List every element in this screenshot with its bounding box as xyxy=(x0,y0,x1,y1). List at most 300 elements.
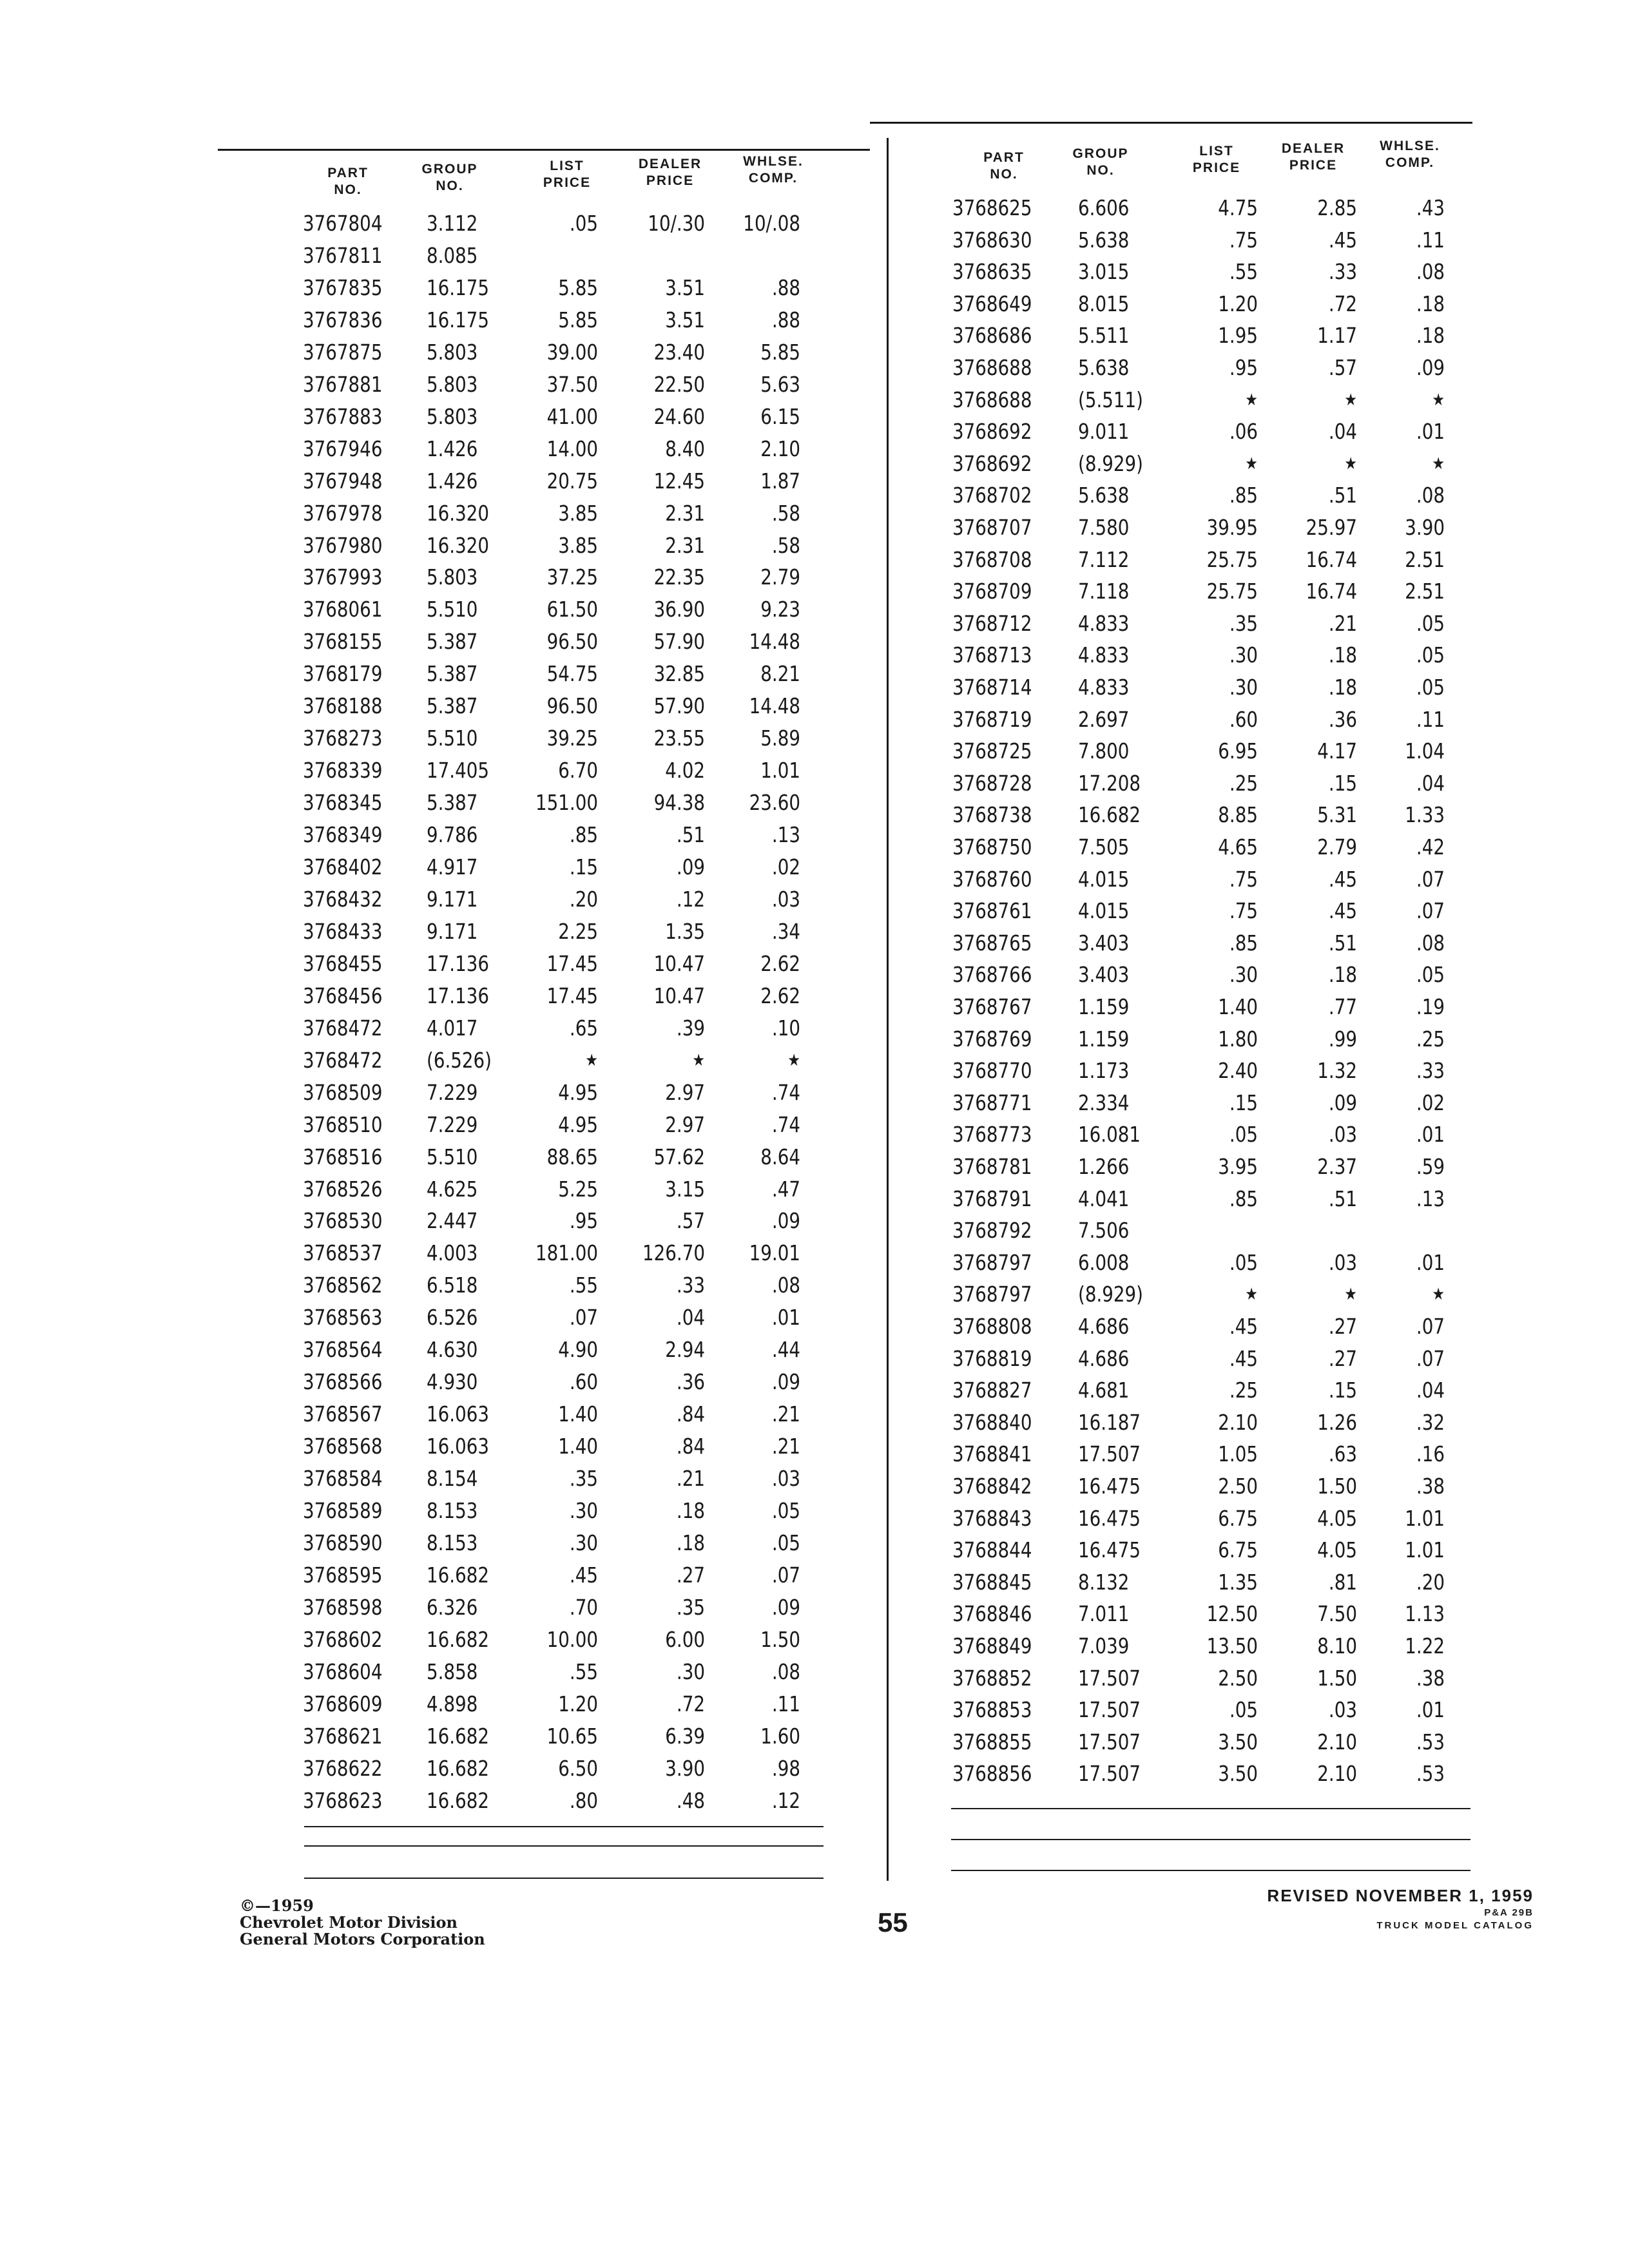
cell-group-no: 3.112 xyxy=(427,211,478,236)
table-row xyxy=(303,787,800,819)
cell-list-price: 54.75 xyxy=(546,661,598,687)
cell-whlse-comp: 1.87 xyxy=(760,468,800,494)
table-row xyxy=(303,1463,800,1495)
cell-list-price: 6.75 xyxy=(1218,1505,1258,1531)
footer-division: Chevrolet Motor Division xyxy=(240,1913,458,1932)
cell-whlse-comp: .09 xyxy=(771,1369,800,1395)
cell-part-no: 3767946 xyxy=(303,436,383,461)
cell-list-price: .45 xyxy=(1229,1314,1258,1339)
cell-list-price: 151.00 xyxy=(535,790,598,816)
cell-dealer-price: .18 xyxy=(1328,962,1357,988)
cell-dealer-price: 16.74 xyxy=(1306,546,1357,572)
table-row xyxy=(303,207,800,240)
table-row xyxy=(952,639,1445,671)
cell-dealer-price: 57.62 xyxy=(653,1144,705,1169)
cell-whlse-comp: .11 xyxy=(771,1691,800,1716)
footer-corporation: General Motors Corporation xyxy=(240,1930,485,1948)
cell-part-no: 3767835 xyxy=(303,274,383,300)
cell-whlse-comp: .38 xyxy=(1416,1474,1445,1499)
cell-group-no: 16.475 xyxy=(1078,1537,1141,1563)
cell-part-no: 3768725 xyxy=(952,738,1032,764)
cell-part-no: 3768562 xyxy=(303,1273,383,1298)
cell-group-no: 2.334 xyxy=(1078,1090,1130,1115)
cell-dealer-price: 3.15 xyxy=(665,1176,705,1202)
table-row xyxy=(952,384,1445,416)
cell-list-price: 6.70 xyxy=(558,758,598,783)
cell-dealer-price: .18 xyxy=(1328,642,1357,668)
table-row xyxy=(303,336,800,369)
cell-whlse-comp: .18 xyxy=(1416,323,1445,349)
cell-part-no: 3768797 xyxy=(952,1282,1032,1307)
cell-group-no: 5.803 xyxy=(427,339,478,365)
cell-list-price: 10.65 xyxy=(546,1723,598,1749)
cell-part-no: 3768621 xyxy=(303,1723,383,1749)
cell-whlse-comp: 1.60 xyxy=(760,1723,800,1749)
cell-list-price: .85 xyxy=(1229,1186,1258,1211)
cell-group-no: 16.320 xyxy=(427,532,489,558)
cell-part-no: 3768432 xyxy=(303,886,383,912)
cell-part-no: 3768688 xyxy=(952,387,1032,412)
cell-dealer-price: .51 xyxy=(676,822,705,848)
cell-whlse-comp: 1.50 xyxy=(760,1626,800,1652)
cell-group-no: 7.011 xyxy=(1078,1601,1130,1627)
table-row xyxy=(952,1311,1445,1343)
cell-list-price: 96.50 xyxy=(546,693,598,719)
cell-part-no: 3768750 xyxy=(952,834,1032,860)
cell-whlse-comp: .58 xyxy=(771,500,800,526)
cell-dealer-price: 3.51 xyxy=(665,307,705,332)
cell-list-price: 3.95 xyxy=(1218,1154,1258,1179)
cell-part-no: 3768765 xyxy=(952,930,1032,956)
cell-dealer-price: .15 xyxy=(1328,1378,1357,1403)
table-row xyxy=(952,448,1445,480)
cell-group-no: 8.085 xyxy=(427,242,478,268)
table-row xyxy=(303,1495,800,1527)
cell-group-no: 6.518 xyxy=(427,1273,478,1298)
cell-whlse-comp: .38 xyxy=(1416,1665,1445,1691)
cell-whlse-comp: .21 xyxy=(771,1434,800,1459)
table-row xyxy=(303,722,800,754)
cell-dealer-price: .27 xyxy=(676,1562,705,1588)
cell-list-price: 3.85 xyxy=(558,532,598,558)
cell-dealer-price: 4.17 xyxy=(1317,738,1357,764)
cell-group-no: 6.008 xyxy=(1078,1249,1130,1275)
cell-dealer-price: .09 xyxy=(1328,1090,1357,1115)
cell-part-no: 3768841 xyxy=(952,1441,1032,1467)
cell-dealer-price: 22.35 xyxy=(653,564,705,590)
cell-list-price: .20 xyxy=(569,886,598,912)
footer-revision xyxy=(1267,1885,1534,1932)
cell-group-no: 5.511 xyxy=(1078,323,1130,349)
cell-part-no: 3768692 xyxy=(952,450,1032,476)
cell-list-price: 17.45 xyxy=(546,950,598,976)
cell-dealer-price: ★ xyxy=(692,1050,705,1070)
table-row xyxy=(952,704,1445,736)
cell-whlse-comp: .05 xyxy=(1416,642,1445,668)
cell-whlse-comp: .08 xyxy=(1416,930,1445,956)
cell-whlse-comp: .09 xyxy=(771,1208,800,1234)
table-row xyxy=(952,1694,1445,1726)
table-row xyxy=(303,1077,800,1109)
cell-list-price: .75 xyxy=(1229,227,1258,253)
cell-group-no: 4.917 xyxy=(427,854,478,879)
cell-whlse-comp: .21 xyxy=(771,1401,800,1427)
cell-group-no: 1.159 xyxy=(1078,994,1130,1019)
cell-list-price: 3.50 xyxy=(1218,1729,1258,1754)
cell-whlse-comp: 8.21 xyxy=(760,661,800,687)
cell-part-no: 3768767 xyxy=(952,994,1032,1019)
cell-part-no: 3768855 xyxy=(952,1729,1032,1754)
cell-dealer-price: .48 xyxy=(676,1787,705,1813)
cell-dealer-price: 32.85 xyxy=(653,661,705,687)
cell-group-no: 5.510 xyxy=(427,726,478,751)
cell-group-no: 4.833 xyxy=(1078,610,1130,636)
bottom-rule-right-1 xyxy=(951,1808,1470,1809)
table-row xyxy=(952,1278,1445,1311)
cell-whlse-comp: 6.15 xyxy=(760,403,800,429)
cell-list-price: 5.85 xyxy=(558,307,598,332)
table-row xyxy=(303,1366,800,1398)
table-row xyxy=(303,1720,800,1753)
cell-dealer-price: 5.31 xyxy=(1317,802,1357,828)
cell-whlse-comp: .53 xyxy=(1416,1729,1445,1754)
cell-part-no: 3768456 xyxy=(303,983,383,1008)
cell-whlse-comp: 2.62 xyxy=(760,983,800,1008)
cell-part-no: 3767993 xyxy=(303,564,383,590)
cell-group-no: 1.426 xyxy=(427,436,478,461)
cell-whlse-comp: .98 xyxy=(771,1755,800,1781)
table-row xyxy=(952,1726,1445,1758)
cell-part-no: 3768568 xyxy=(303,1434,383,1459)
cell-dealer-price: 4.02 xyxy=(665,758,705,783)
cell-part-no: 3768590 xyxy=(303,1530,383,1555)
cell-dealer-price: 1.35 xyxy=(665,918,705,944)
header-group-no-right: GROUP NO. xyxy=(1072,146,1129,178)
cell-whlse-comp: 1.33 xyxy=(1405,802,1445,828)
cell-list-price: 2.10 xyxy=(1218,1409,1258,1435)
header-part-no: PART NO. xyxy=(327,166,369,197)
cell-dealer-price: 2.79 xyxy=(1317,834,1357,860)
cell-list-price: .80 xyxy=(569,1787,598,1813)
bottom-rule-left-1 xyxy=(304,1826,824,1827)
cell-group-no: 16.063 xyxy=(427,1401,489,1427)
cell-group-no: 16.081 xyxy=(1078,1122,1141,1148)
table-row xyxy=(303,754,800,787)
table-row xyxy=(952,1566,1445,1599)
cell-group-no: 17.405 xyxy=(427,758,489,783)
cell-group-no: 7.112 xyxy=(1078,546,1130,572)
cell-dealer-price: .57 xyxy=(1328,355,1357,380)
cell-dealer-price: .77 xyxy=(1328,994,1357,1019)
table-row xyxy=(303,1398,800,1430)
cell-list-price: .65 xyxy=(569,1015,598,1041)
cell-part-no: 3768649 xyxy=(952,291,1032,316)
cell-list-price: 6.50 xyxy=(558,1755,598,1781)
cell-whlse-comp: .53 xyxy=(1416,1761,1445,1787)
cell-dealer-price: 3.90 xyxy=(665,1755,705,1781)
table-row xyxy=(303,851,800,883)
cell-dealer-price: 24.60 xyxy=(653,403,705,429)
cell-whlse-comp: .11 xyxy=(1416,706,1445,732)
cell-part-no: 3768702 xyxy=(952,483,1032,508)
cell-list-price: 5.85 xyxy=(558,274,598,300)
cell-list-price: 8.85 xyxy=(1218,802,1258,828)
cell-whlse-comp: .88 xyxy=(771,274,800,300)
cell-whlse-comp: 5.89 xyxy=(760,726,800,751)
cell-whlse-comp: 23.60 xyxy=(749,790,800,816)
cell-part-no: 3768766 xyxy=(952,962,1032,988)
cell-part-no: 3768537 xyxy=(303,1240,383,1266)
cell-dealer-price: 8.10 xyxy=(1317,1633,1357,1658)
cell-list-price: .85 xyxy=(1229,930,1258,956)
cell-whlse-comp: .19 xyxy=(1416,994,1445,1019)
table-row xyxy=(303,272,800,304)
cell-group-no: 7.505 xyxy=(1078,834,1130,860)
table-row xyxy=(952,1374,1445,1407)
cell-list-price: .60 xyxy=(1229,706,1258,732)
cell-list-price: 25.75 xyxy=(1206,579,1258,604)
cell-group-no: 4.015 xyxy=(1078,898,1130,924)
cell-dealer-price: 7.50 xyxy=(1317,1601,1357,1627)
footer-pa-code: P&A 29B xyxy=(1484,1907,1534,1918)
cell-whlse-comp: 2.51 xyxy=(1405,579,1445,604)
cell-part-no: 3768433 xyxy=(303,918,383,944)
cell-group-no: 2.447 xyxy=(427,1208,478,1234)
cell-group-no: 8.154 xyxy=(427,1466,478,1492)
table-row xyxy=(952,1662,1445,1695)
cell-group-no: 3.403 xyxy=(1078,962,1130,988)
cell-group-no: 17.208 xyxy=(1078,770,1141,796)
cell-list-price: 1.40 xyxy=(558,1401,598,1427)
table-row xyxy=(303,690,800,722)
table-row xyxy=(952,927,1445,959)
table-row xyxy=(952,1598,1445,1630)
cell-part-no: 3768738 xyxy=(952,802,1032,828)
header-part-no-right: PART NO. xyxy=(983,150,1025,182)
footer-catalog: TRUCK MODEL CATALOG xyxy=(1376,1920,1534,1931)
cell-dealer-price: .84 xyxy=(676,1401,705,1427)
header-list-price-right: LIST PRICE xyxy=(1192,144,1241,175)
cell-dealer-price: .51 xyxy=(1328,930,1357,956)
cell-list-price: 1.20 xyxy=(558,1691,598,1716)
cell-dealer-price: .18 xyxy=(676,1498,705,1523)
cell-list-price: 39.00 xyxy=(546,339,598,365)
table-row xyxy=(303,1559,800,1591)
cell-whlse-comp: .01 xyxy=(1416,419,1445,445)
cell-dealer-price: .33 xyxy=(676,1273,705,1298)
cell-part-no: 3768770 xyxy=(952,1058,1032,1084)
cell-part-no: 3768589 xyxy=(303,1498,383,1523)
table-row xyxy=(303,1302,800,1334)
cell-list-price: 12.50 xyxy=(1206,1601,1258,1627)
cell-list-price: 61.50 xyxy=(546,597,598,622)
cell-whlse-comp: 1.04 xyxy=(1405,738,1445,764)
cell-dealer-price: 4.05 xyxy=(1317,1537,1357,1563)
cell-group-no: 5.387 xyxy=(427,629,478,655)
cell-dealer-price: 2.97 xyxy=(665,1079,705,1105)
cell-part-no: 3768273 xyxy=(303,726,383,751)
cell-list-price: .05 xyxy=(569,211,598,236)
cell-dealer-price: 2.31 xyxy=(665,500,705,526)
cell-list-price: 20.75 xyxy=(546,468,598,494)
cell-group-no: 1.426 xyxy=(427,468,478,494)
table-row xyxy=(303,883,800,916)
cell-whlse-comp: .01 xyxy=(1416,1697,1445,1723)
cell-group-no: 17.507 xyxy=(1078,1697,1141,1723)
cell-whlse-comp: .05 xyxy=(1416,610,1445,636)
cell-group-no: 17.507 xyxy=(1078,1729,1141,1754)
cell-list-price: .75 xyxy=(1229,898,1258,924)
cell-list-price: .70 xyxy=(569,1594,598,1620)
table-row xyxy=(952,1503,1445,1535)
cell-dealer-price: 1.32 xyxy=(1317,1058,1357,1084)
table-row xyxy=(952,192,1445,224)
cell-whlse-comp: .58 xyxy=(771,532,800,558)
cell-whlse-comp: 2.62 xyxy=(760,950,800,976)
table-row xyxy=(303,401,800,433)
cell-group-no: 4.686 xyxy=(1078,1345,1130,1371)
table-row xyxy=(952,1151,1445,1183)
table-row xyxy=(952,352,1445,384)
cell-part-no: 3768179 xyxy=(303,661,383,687)
header-whlse-comp: WHLSE. COMP. xyxy=(743,154,804,186)
table-row xyxy=(303,433,800,465)
table-row xyxy=(303,1044,800,1077)
cell-part-no: 3767978 xyxy=(303,500,383,526)
table-row xyxy=(952,959,1445,991)
table-row xyxy=(952,544,1445,576)
cell-group-no: 7.800 xyxy=(1078,738,1130,764)
cell-dealer-price: 2.10 xyxy=(1317,1729,1357,1754)
cell-list-price: .45 xyxy=(1229,1345,1258,1371)
cell-dealer-price: .39 xyxy=(676,1015,705,1041)
cell-dealer-price: 126.70 xyxy=(642,1240,705,1266)
cell-whlse-comp: ★ xyxy=(1432,390,1445,410)
cell-list-price: .05 xyxy=(1229,1122,1258,1148)
cell-whlse-comp: .05 xyxy=(771,1530,800,1555)
cell-part-no: 3768584 xyxy=(303,1466,383,1492)
cell-part-no: 3768339 xyxy=(303,758,383,783)
cell-dealer-price: .36 xyxy=(1328,706,1357,732)
cell-list-price: 2.50 xyxy=(1218,1665,1258,1691)
cell-dealer-price: 57.90 xyxy=(653,629,705,655)
cell-part-no: 3768595 xyxy=(303,1562,383,1588)
cell-dealer-price: 8.40 xyxy=(665,436,705,461)
cell-dealer-price: .51 xyxy=(1328,1186,1357,1211)
cell-whlse-comp: ★ xyxy=(1432,454,1445,474)
cell-whlse-comp: .04 xyxy=(1416,770,1445,796)
table-row xyxy=(952,1055,1445,1087)
cell-group-no: 16.682 xyxy=(427,1562,489,1588)
cell-whlse-comp: .05 xyxy=(771,1498,800,1523)
cell-part-no: 3768844 xyxy=(952,1537,1032,1563)
cell-list-price: .15 xyxy=(1229,1090,1258,1115)
cell-list-price: 4.95 xyxy=(558,1111,598,1137)
cell-list-price: .85 xyxy=(1229,483,1258,508)
cell-group-no: 16.175 xyxy=(427,274,489,300)
cell-part-no: 3768845 xyxy=(952,1569,1032,1595)
cell-group-no: 16.682 xyxy=(427,1626,489,1652)
cell-whlse-comp: ★ xyxy=(1432,1285,1445,1305)
cell-part-no: 3768819 xyxy=(952,1345,1032,1371)
cell-dealer-price: .27 xyxy=(1328,1345,1357,1371)
cell-dealer-price: 23.40 xyxy=(653,339,705,365)
cell-whlse-comp: .05 xyxy=(1416,962,1445,988)
cell-group-no: 4.898 xyxy=(427,1691,478,1716)
cell-group-no: 7.229 xyxy=(427,1079,478,1105)
cell-group-no: 4.041 xyxy=(1078,1186,1130,1211)
cell-group-no: 5.387 xyxy=(427,661,478,687)
cell-whlse-comp: .04 xyxy=(1416,1378,1445,1403)
cell-list-price: 5.25 xyxy=(558,1176,598,1202)
cell-part-no: 3768623 xyxy=(303,1787,383,1813)
cell-group-no: 5.803 xyxy=(427,564,478,590)
cell-whlse-comp: 2.10 xyxy=(760,436,800,461)
cell-list-price: 13.50 xyxy=(1206,1633,1258,1658)
cell-group-no: 5.803 xyxy=(427,371,478,397)
cell-part-no: 3768808 xyxy=(952,1314,1032,1339)
table-row xyxy=(952,1534,1445,1566)
cell-part-no: 3768853 xyxy=(952,1697,1032,1723)
cell-whlse-comp: .01 xyxy=(1416,1122,1445,1148)
cell-part-no: 3768566 xyxy=(303,1369,383,1395)
cell-part-no: 3768769 xyxy=(952,1026,1032,1052)
cell-part-no: 3768797 xyxy=(952,1249,1032,1275)
table-row xyxy=(303,1688,800,1720)
cell-group-no: (5.511) xyxy=(1078,387,1143,412)
table-row xyxy=(303,369,800,401)
cell-part-no: 3768349 xyxy=(303,822,383,848)
table-row xyxy=(952,799,1445,831)
table-row xyxy=(952,1183,1445,1215)
cell-list-price: .95 xyxy=(1229,355,1258,380)
cell-dealer-price: 10.47 xyxy=(653,983,705,1008)
cell-part-no: 3767804 xyxy=(303,211,383,236)
cell-dealer-price: 36.90 xyxy=(653,597,705,622)
cell-group-no: 4.630 xyxy=(427,1337,478,1363)
cell-group-no: 17.507 xyxy=(1078,1665,1141,1691)
cell-group-no: 4.017 xyxy=(427,1015,478,1041)
header-list-price: LIST PRICE xyxy=(543,159,592,190)
cell-part-no: 3768846 xyxy=(952,1601,1032,1627)
cell-part-no: 3768688 xyxy=(952,355,1032,380)
cell-dealer-price: 10.47 xyxy=(653,950,705,976)
cell-part-no: 3768713 xyxy=(952,642,1032,668)
cell-dealer-price: .72 xyxy=(676,1691,705,1716)
table-row xyxy=(952,895,1445,927)
cell-whlse-comp: .08 xyxy=(771,1273,800,1298)
cell-whlse-comp: .10 xyxy=(771,1015,800,1041)
cell-whlse-comp: .13 xyxy=(1416,1186,1445,1211)
cell-dealer-price: .09 xyxy=(676,854,705,879)
table-row xyxy=(303,819,800,851)
cell-part-no: 3768509 xyxy=(303,1079,383,1105)
cell-dealer-price: .30 xyxy=(676,1658,705,1684)
cell-dealer-price: 2.85 xyxy=(1317,195,1357,220)
cell-whlse-comp: ★ xyxy=(787,1050,800,1070)
cell-list-price: ★ xyxy=(585,1050,598,1070)
cell-group-no: 5.638 xyxy=(1078,355,1130,380)
cell-whlse-comp: .02 xyxy=(1416,1090,1445,1115)
table-row xyxy=(303,304,800,336)
cell-whlse-comp: 1.01 xyxy=(1405,1505,1445,1531)
cell-whlse-comp: .74 xyxy=(771,1079,800,1105)
cell-whlse-comp: .07 xyxy=(1416,1314,1445,1339)
cell-whlse-comp: 14.48 xyxy=(749,629,800,655)
cell-list-price: .45 xyxy=(569,1562,598,1588)
cell-list-price: ★ xyxy=(1245,390,1258,410)
table-row xyxy=(952,1247,1445,1279)
